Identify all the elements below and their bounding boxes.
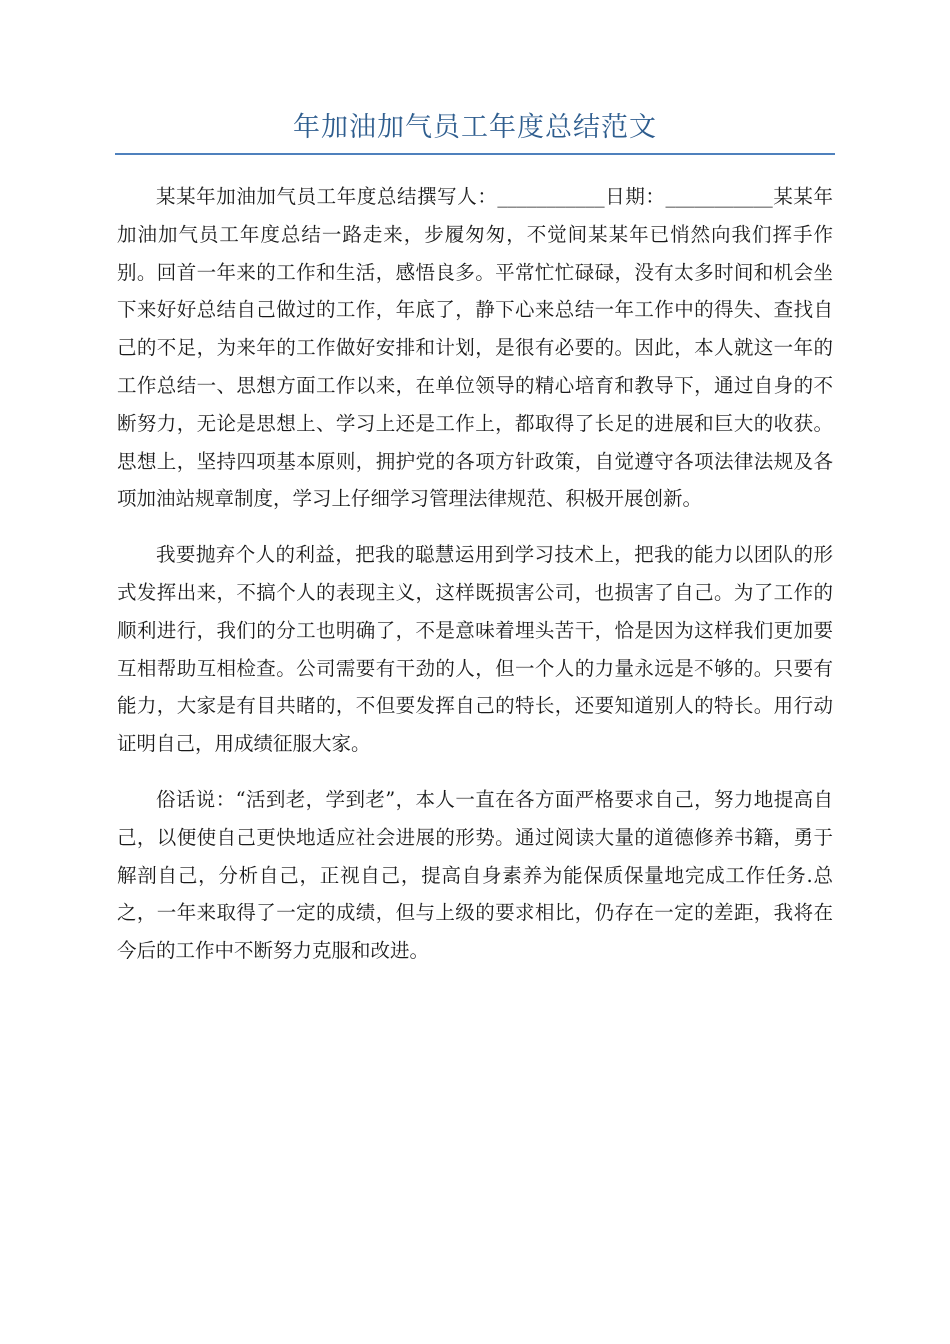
paragraph-2: 我要抛弃个人的利益，把我的聪慧运用到学习技术上，把我的能力以团队的形式发挥出来，不搞个人的表现主义，这样既损害公司，也损害了自己。为了工作的顺利进行，我们的分工也明确了，不是意味着埋头苦干，恰是因为这样我们更加要互相帮助互相检查。公司需要有干劲的人，但一个人的力量永远是不够的。只要有能力，大家是有目共睹的，不但要发挥自己的特长，还要知道别人的特长。用行动证明自己，用成绩征服大家。 [117, 543, 833, 756]
title-underline [115, 153, 835, 155]
paragraph-3: 俗话说：“活到老，学到老”，本人一直在各方面严格要求自己，努力地提高自己，以便使自己更快地适应社会进展的形势。通过阅读大量的道德修养书籍，勇于解剖自己，分析自己，正视自己，提高自身素养为能保质保量地完成工作任务.总之，一年来取得了一定的成绩，但与上级的要求相比，仍存在一定的差距，我将在今后的工作中不断努力克服和改进。 [117, 787, 833, 963]
document-body [117, 178, 833, 970]
document-title: 年加油加气员工年度总结范文 [293, 112, 657, 143]
paragraph-1: 某某年加油加气员工年度总结撰写人：___________日期：___________某某年加油加气员工年度总结一路走来，步履匆匆，不觉间某某年已悄然向我们挥手作别。回首一年来的工作和生活，感悟良多。平常忙忙碌碌，没有太多时间和机会坐下来好好总结自己做过的工作，年底了，静下心来总结一年工作中的得失、查找自己的不足，为来年的工作做好安排和计划，是很有必要的。因此，本人就这一年的工作总结一、思想方面工作以来，在单位领导的精心培育和教导下，通过自身的不断努力，无论是思想上、学习上还是工作上，都取得了长足的进展和巨大的收获。思想上，坚持四项基本原则，拥护党的各项方针政策，自觉遵守各项法律法规及各项加油站规章制度，学习上仔细学习管理法律规范、积极开展创新。 [117, 185, 833, 511]
